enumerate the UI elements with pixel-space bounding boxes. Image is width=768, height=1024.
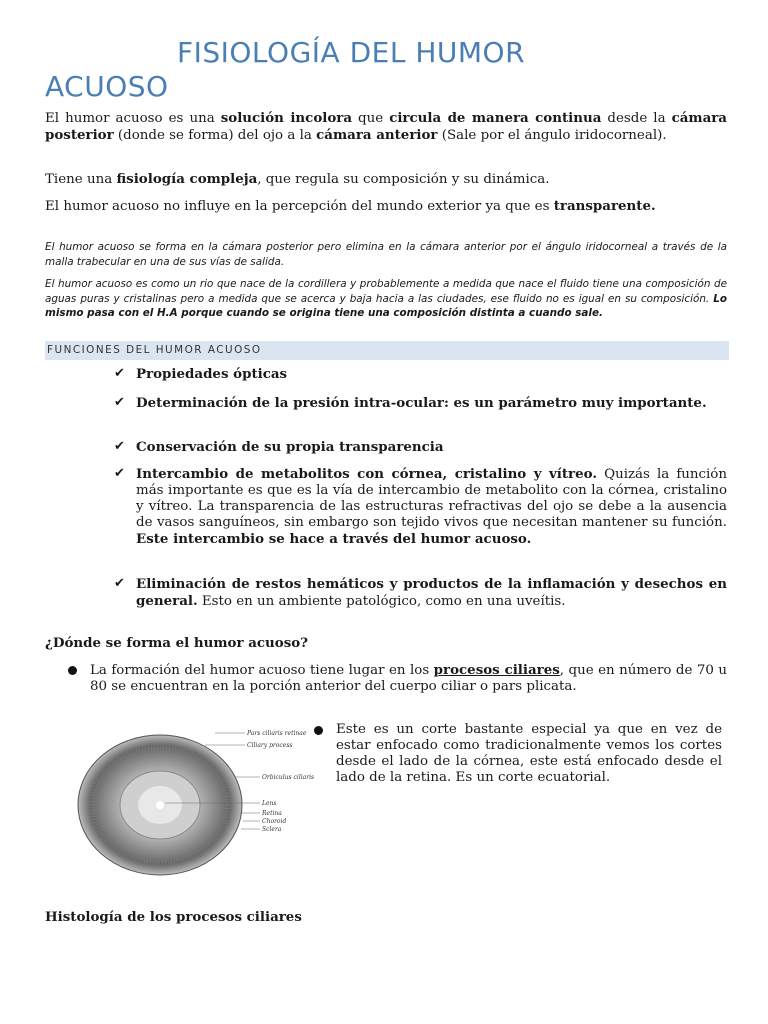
figure-label: Ciliary process xyxy=(247,742,293,749)
functions-heading: FUNCIONES DEL HUMOR ACUOSO xyxy=(45,341,729,360)
bullet-icon xyxy=(314,726,323,735)
intro-paragraph-2: Tiene una fisiología compleja, que regula su composición y su dinámica. xyxy=(45,171,550,187)
figure-label: Lens xyxy=(262,800,277,807)
page-title-line2: ACUOSO xyxy=(45,70,169,103)
figure-label: Pars ciliaris retinae xyxy=(247,730,307,737)
function-item: ✔ Intercambio de metabolitos con córnea, cristalino y vítreo. Quizás la función más importante es que es la vía de intercambio de metabolito con la córnea, cristalino y vítreo. La transparencia de las estructuras refractivas del ojo se debe a la ausencia de vasos sanguíneos, sin embargo son tejido vivos que necesitan mantener su función. Este intercambio se hace a través del humor acuoso. xyxy=(114,466,727,547)
function-item: ✔ Determinación de la presión intra-ocular: es un parámetro muy importante. xyxy=(114,395,707,411)
note-paragraph-2: El humor acuoso es como un rio que nace de la cordillera y probablemente a medida que nace el fluido tiene una composición de aguas puras y cristalinas pero a medida que se acerca y baja hacia a las ciudades, ese fluido no es igual en su composición. Lo mismo pasa con el H.A porque cuando se origina tiene una composición distinta a cuando sale. xyxy=(45,278,727,319)
check-icon: ✔ xyxy=(114,576,125,591)
note-paragraph-1: El humor acuoso se forma en la cámara posterior pero elimina en la cámara anterior por el ángulo iridocorneal a través de la malla trabecular en una de sus vías de salida. xyxy=(45,241,727,268)
function-item: ✔ Eliminación de restos hemáticos y productos de la inflamación y desechos en general. Esto en un ambiente patológico, como en una uveítis. xyxy=(114,576,727,609)
page-title-line1: FISIOLOGÍA DEL HUMOR xyxy=(177,36,526,69)
figure-label: Retina xyxy=(262,810,282,817)
function-item: ✔ Propiedades ópticas xyxy=(114,366,288,382)
check-icon: ✔ xyxy=(114,366,125,381)
histology-heading: Histología de los procesos ciliares xyxy=(45,909,302,925)
formation-bullet-2: Este es un corte bastante especial ya que en vez de estar enfocado como tradicionalmente vemos los cortes desde el lado de la córnea, este está enfocado desde el lado de la retina. Es un corte ecuatorial. xyxy=(336,722,722,786)
figure-label: Choroid xyxy=(262,818,287,825)
intro-paragraph-1: El humor acuoso es una solución incolora que circula de manera continua desde la cámara posterior (donde se forma) del ojo a la cámara anterior (Sale por el ángulo iridocorneal). xyxy=(45,110,727,143)
figure-label: Sclera xyxy=(262,826,282,833)
intro-paragraph-3: El humor acuoso no influye en la percepción del mundo exterior ya que es transparente. xyxy=(45,198,656,214)
bullet-icon xyxy=(68,666,77,675)
check-icon: ✔ xyxy=(114,466,125,481)
check-icon: ✔ xyxy=(114,395,125,410)
check-icon: ✔ xyxy=(114,439,125,454)
formation-bullet-1: La formación del humor acuoso tiene lugar en los procesos ciliares, que en número de 70 u 80 se encuentran en la porción anterior del cuerpo ciliar o pars plicata. xyxy=(90,662,727,695)
function-item: ✔ Conservación de su propia transparencia xyxy=(114,439,444,455)
formation-question: ¿Dónde se forma el humor acuoso? xyxy=(45,635,309,651)
figure-label: Orbiculus ciliaris xyxy=(262,774,315,781)
ciliary-cross-section-figure xyxy=(65,727,325,877)
